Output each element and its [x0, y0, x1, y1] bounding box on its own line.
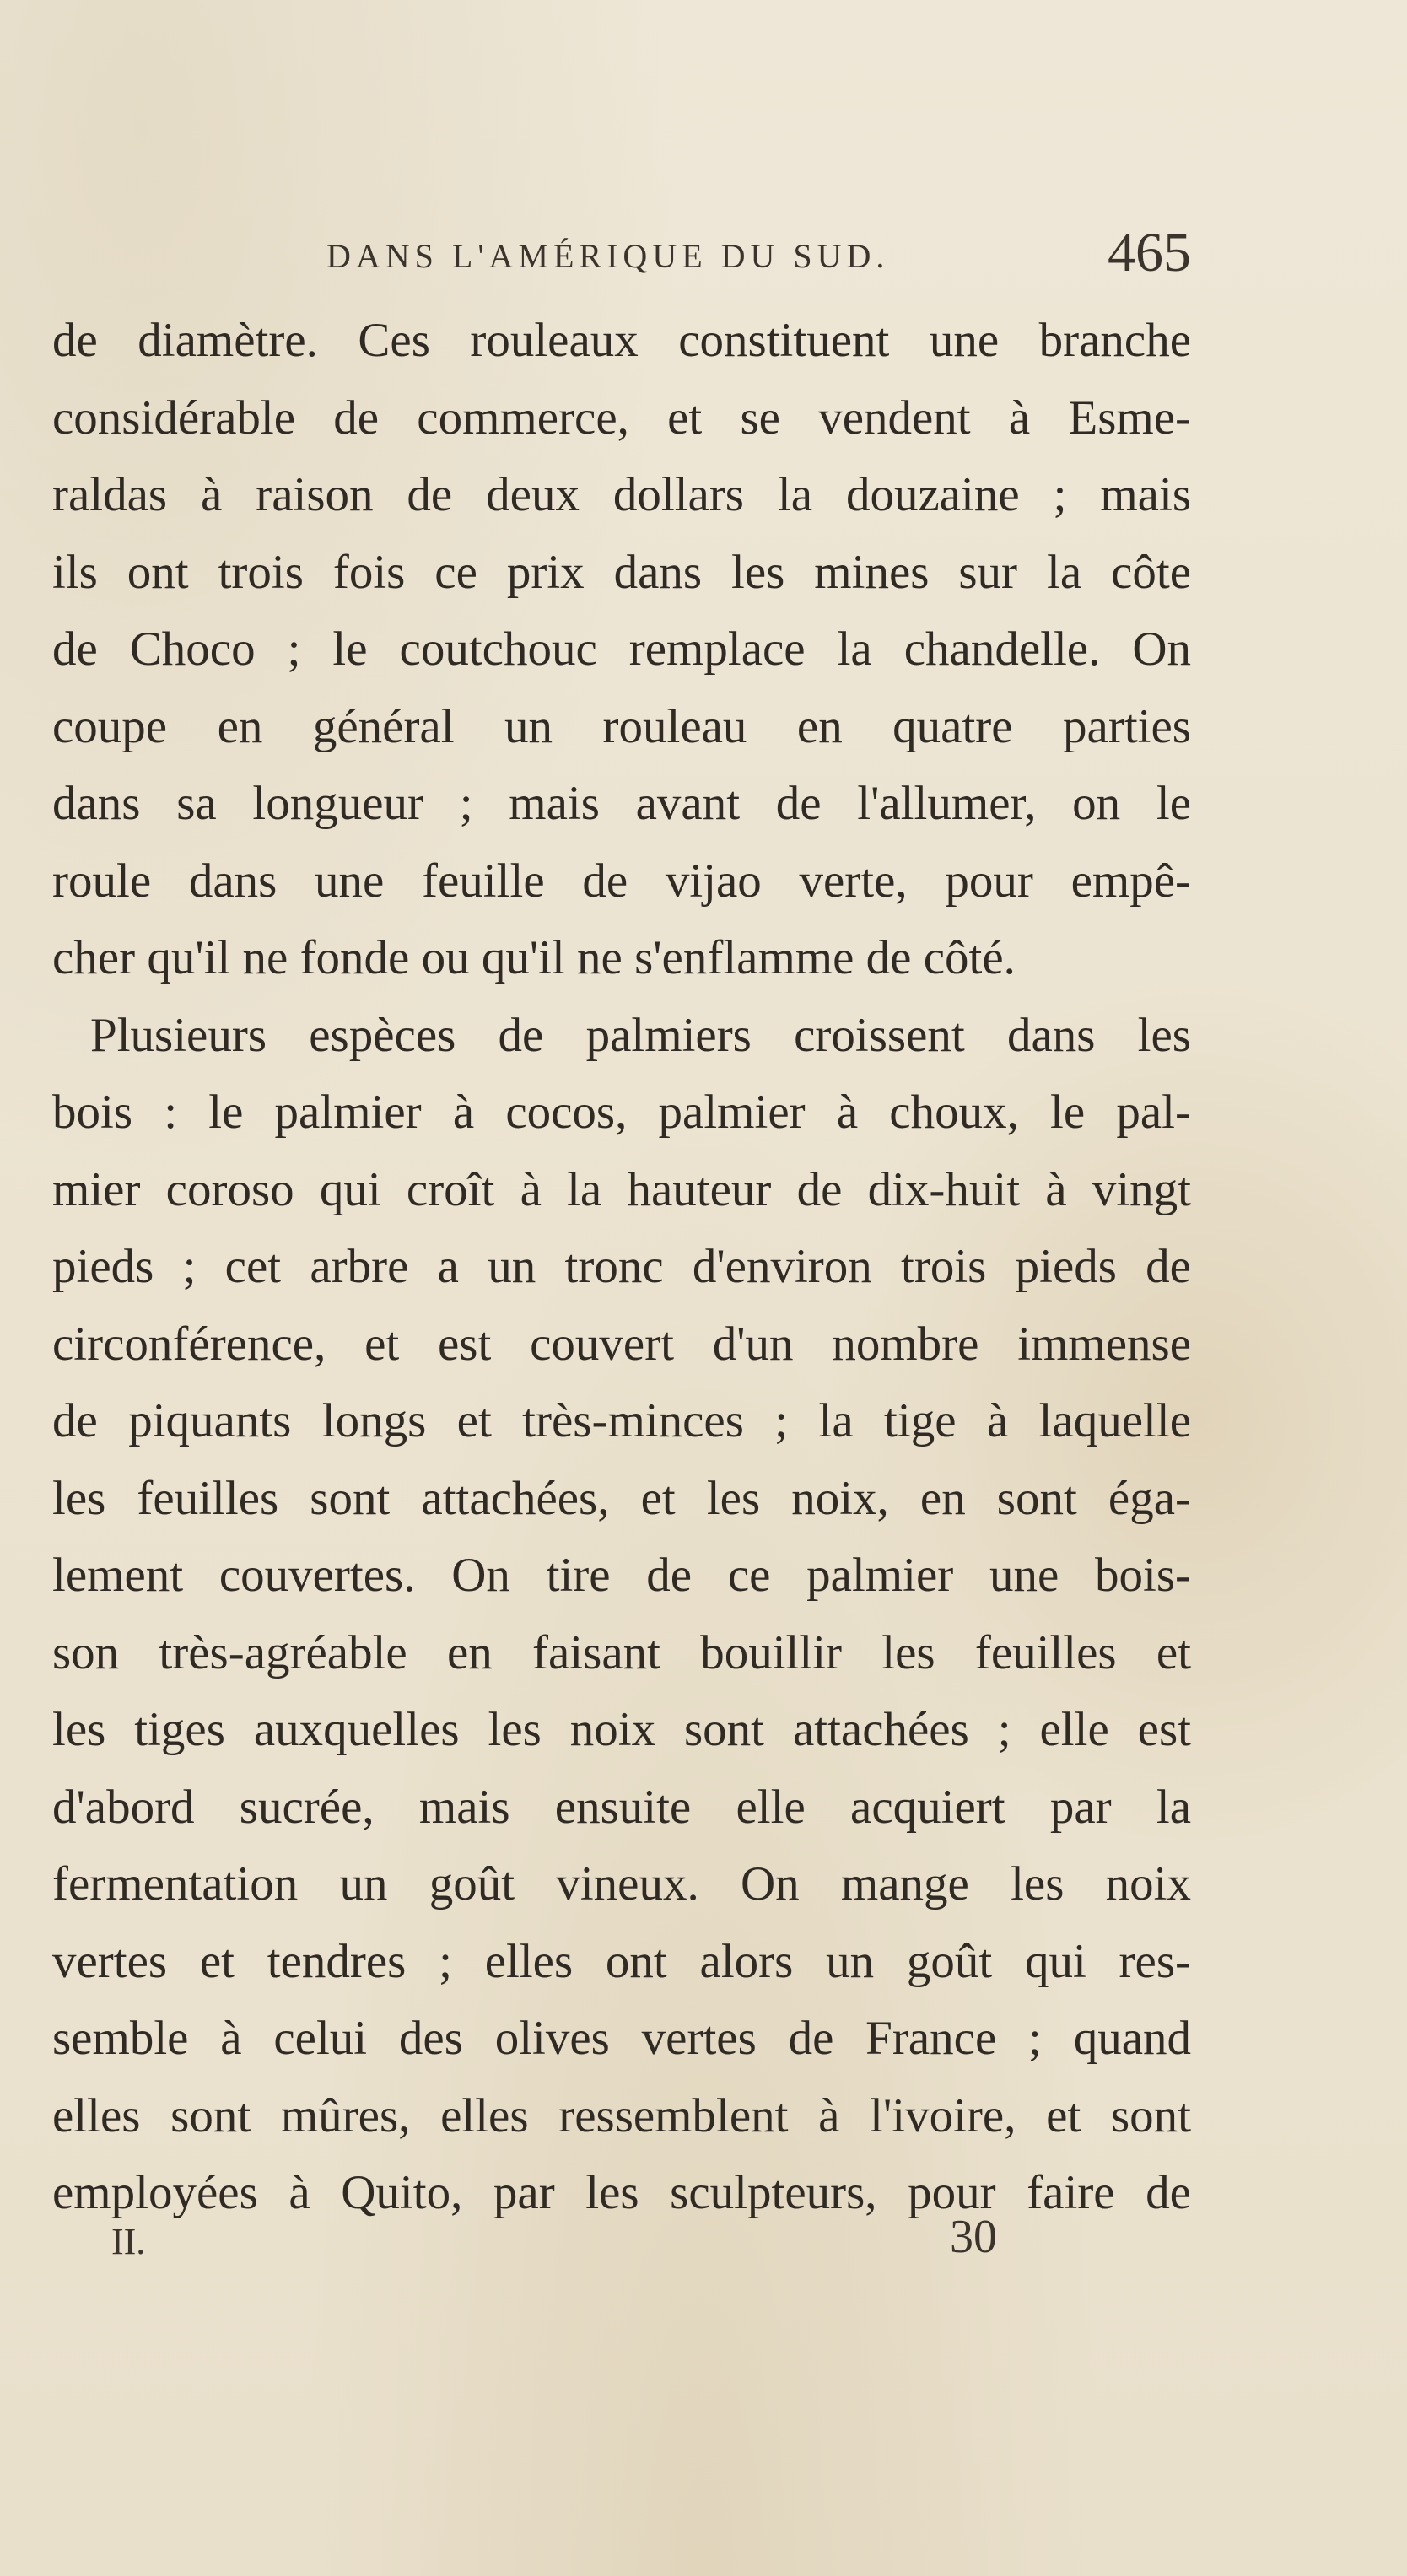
- page-footer: [52, 2210, 1191, 2277]
- text-line: de piquants longs et très-minces ; la tige à laquelle: [52, 1394, 1191, 1447]
- text-line: lement couvertes. On tire de ce palmier une bois-: [52, 1549, 1191, 1602]
- signature-mark: II.: [111, 2221, 146, 2262]
- signature-number: 30: [950, 2211, 997, 2263]
- text-line: fermentation un goût vineux. On mange les noix: [52, 1857, 1191, 1910]
- body-text: [52, 302, 1191, 2232]
- text-line: les feuilles sont attachées, et les noix, en sont éga-: [52, 1471, 1191, 1525]
- page-header: [52, 221, 1191, 297]
- page-number: 465: [1108, 222, 1191, 283]
- text-line: son très-agréable en faisant bouillir les feuilles et: [52, 1625, 1191, 1679]
- text-line: roule dans une feuille de vijao verte, pour empê-: [52, 854, 1191, 908]
- text-line: de diamètre. Ces rouleaux constituent une branche: [52, 314, 1191, 367]
- text-line: vertes et tendres ; elles ont alors un goût qui res-: [52, 1934, 1191, 1988]
- text-line: de Choco ; le coutchouc remplace la chandelle. On: [52, 622, 1191, 676]
- text-line: mier coroso qui croît à la hauteur de dix-huit à vingt: [52, 1162, 1191, 1216]
- text-line: coupe en général un rouleau en quatre parties: [52, 699, 1191, 753]
- text-line: considérable de commerce, et se vendent à Esme-: [52, 391, 1191, 445]
- text-line: semble à celui des olives vertes de France ; quand: [52, 2012, 1191, 2065]
- text-line: circonférence, et est couvert d'un nombre immense: [52, 1317, 1191, 1371]
- text-line: d'abord sucrée, mais ensuite elle acquiert par la: [52, 1780, 1191, 1834]
- text-line: les tiges auxquelles les noix sont attachées ; elle est: [52, 1703, 1191, 1756]
- paragraph-start-line: Plusieurs espèces de palmiers croissent dans les: [90, 1008, 1191, 1062]
- text-line: dans sa longueur ; mais avant de l'allumer, on le: [52, 777, 1191, 830]
- text-line: cher qu'il ne fonde ou qu'il ne s'enflamme de côté.: [52, 931, 1016, 984]
- running-head: DANS L'AMÉRIQUE DU SUD.: [326, 237, 890, 275]
- text-line: elles sont mûres, elles ressemblent à l'ivoire, et sont: [52, 2088, 1191, 2142]
- text-line: raldas à raison de deux dollars la douzaine ; mais: [52, 468, 1191, 521]
- text-line: pieds ; cet arbre a un tronc d'environ trois pieds de: [52, 1240, 1191, 1293]
- text-line: ils ont trois fois ce prix dans les mines sur la côte: [52, 545, 1191, 599]
- text-line: bois : le palmier à cocos, palmier à choux, le pal-: [52, 1086, 1191, 1139]
- text-line: employées à Quito, par les sculpteurs, pour faire de: [52, 2166, 1191, 2219]
